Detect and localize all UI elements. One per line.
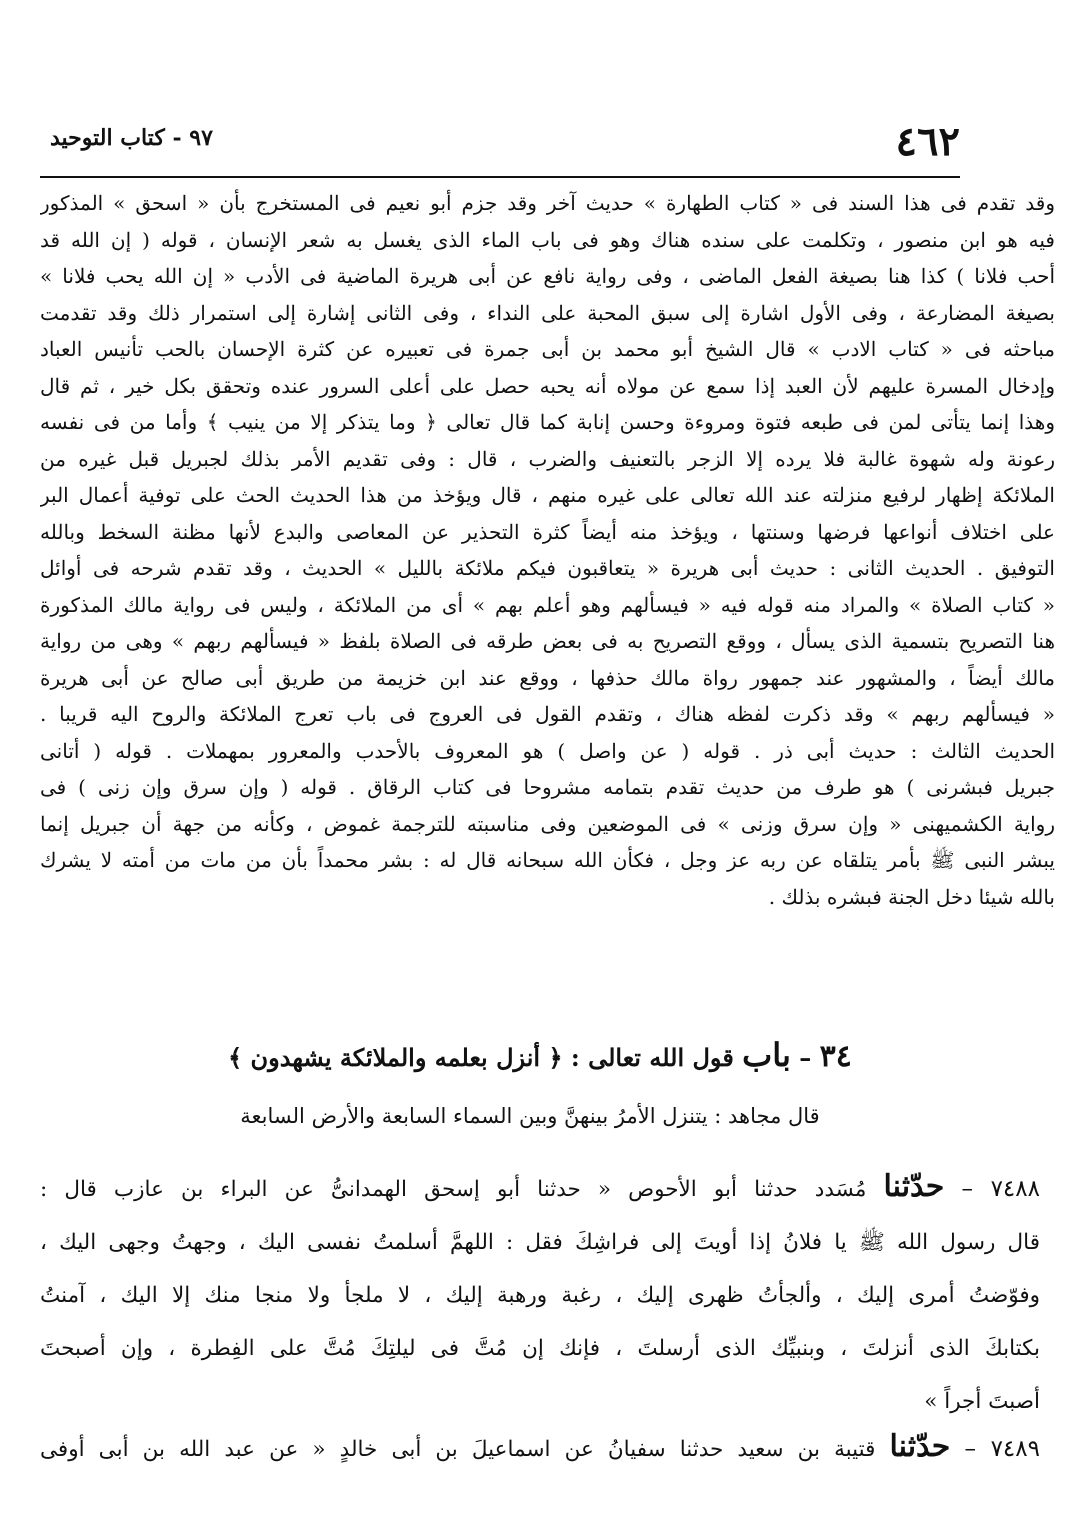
hadith-line: قال رسول الله ﷺ يا فلانُ إذا أويتَ إلى فراشِكَ فقل : اللهمَّ أسلمتُ نفسى اليك ، وجهتُ وجهى اليك ، <box>40 1230 1040 1255</box>
commentary-line: هنا التصريح بتسمية الذى يسأل ، ووقع التصريح به فى بعض طرقه فى الصلاة بلفظ « فيسألهم ربهم » وهى من رواية <box>40 629 1055 653</box>
commentary-line: رعونة وله شهوة غالبة فلا يرده إلا الزجر بالتعنيف والضرب ، قال : وفى تقديم الأمر بذلك لجبريل قبل غيره من <box>40 446 1055 471</box>
commentary-line: بالله شيئا دخل الجنة فبشره بذلك . <box>768 884 1055 909</box>
chapter-heading: ٣٤ – باب قول الله تعالى : ﴿ أنزل بعلمه والملائكة يشهدون ﴾ <box>228 1036 852 1074</box>
hadith-line: وفوّضتُ أمرى إليك ، وألجأتُ ظهرى إليك ، رغبة ورهبة إليك ، لا ملجأ ولا منجا منك إلا اليك ، آمنتُ <box>40 1283 1040 1308</box>
commentary-line: الملائكة إظهار لرفيع منزلته عند الله تعالى على غيره منهم ، قال ويؤخذ من هذا الحديث الحث على توفية أعمال البر <box>40 483 1055 507</box>
mujahid-note: قال مجاهد : يتنزل الأمرُ بينهنَّ وبين السماء السابعة والأرض السابعة <box>240 1104 820 1128</box>
commentary-block <box>40 185 1055 915</box>
commentary-line: التوفيق . الحديث الثانى : حديث أبى هريرة « يتعاقبون فيكم ملائكة بالليل » الحديث ، وقد تقدم شرحه فى أوائل <box>40 556 1055 580</box>
hadith-text: قتيبة بن سعيد حدثنا سفيانُ عن اسماعيلَ بن أبى خالدٍ « عن عبد الله بن أبى أوفى <box>40 1437 876 1462</box>
commentary-line: جبريل فبشرنى ) هو طرف من حديث تقدم بتمامه مشروحا فى كتاب الرقاق . قوله ( وإن سرق وإن زنى ) فى <box>40 775 1055 799</box>
haddathana-word: حدّثنا <box>889 1429 951 1464</box>
commentary-line: وهذا إنما يتأتى لمن فى طبعه فتوة ومروءة وحسن إنابة كما قال تعالى ﴿ وما يتذكر إلا من ينيب ﴾ وأما من فى نفسه <box>40 410 1055 434</box>
chapter-title: قول الله تعالى : ﴿ أنزل بعلمه والملائكة يشهدون ﴾ <box>228 1043 734 1072</box>
hadith-number: ٧٤٨٨ – <box>961 1176 1040 1202</box>
commentary-line: « كتاب الصلاة » والمراد منه قوله فيه « فيسألهم وهو أعلم بهم » أى من الملائكة ، وليس فى رواية مالك المذكورة <box>40 592 1055 617</box>
hadith-block <box>40 1160 1040 1428</box>
hadith-line <box>40 1420 1040 1476</box>
chapter-word: باب <box>742 1036 791 1074</box>
commentary-line: وإدخال المسرة عليهم لأن العبد إذا سمع عن مولاه أنه يحبه حصل على أعلى السرور عنده وتحقق بكل خير ، ثم قال <box>40 373 1055 398</box>
hadith-line: أصبتَ أجراً » <box>924 1389 1040 1414</box>
commentary-line: فيه هو ابن منصور ، وتكلمت على سنده هناك وهو فى باب الماء الذى يغسل به شعر الإنسان ، قوله ( إن الله قد <box>40 227 1055 252</box>
commentary-line: وقد تقدم فى هذا السند فى « كتاب الطهارة » حديث آخر وقد جزم أبو نعيم فى المستخرج بأن « اسحق » المذكور <box>40 191 1055 215</box>
chapter-number: ٣٤ <box>819 1039 852 1074</box>
commentary-line: « فيسألهم ربهم » وقد ذكرت لفظه هناك ، وتقدم القول فى العروج فى باب تعرج الملائكة والروح اليه قريبا . <box>40 702 1055 726</box>
commentary-line: بصيغة المضارعة ، وفى الأول اشارة إلى سبق المحبة على النداء ، وفى الثانى إشارة إلى استمرار ذلك وقد تقدمت <box>40 300 1055 325</box>
header-divider <box>40 176 960 178</box>
commentary-line: مباحثه فى « كتاب الادب » قال الشيخ أبو محمد بن أبى جمرة فى تعبيره عن كثرة الإحسان بالحب تأنيس العباد <box>40 337 1055 361</box>
running-title: ٩٧ - كتاب التوحيد <box>50 125 213 151</box>
commentary-line: على اختلاف أنواعها فرضها وسنتها ، ويؤخذ منه أيضاً كثرة التحذير عن المعاصى والبدع لأنها مظنة السخط وبالله <box>40 519 1055 544</box>
commentary-line: مالك أيضاً ، والمشهور عند جمهور رواة مالك حذفها ، ووقع عند ابن خزيمة من طريق أبى صالح عن أبى هريرة <box>40 665 1055 690</box>
commentary-line: رواية الكشميهنى « وإن سرق وزنى » فى الموضعين وفى مناسبته للترجمة غموض ، وكأنه من جهة أن جبريل إنما <box>40 811 1055 836</box>
hadith-block <box>40 1420 1040 1476</box>
commentary-line: أحب فلانا ) كذا هنا بصيغة الفعل الماضى ، وفى رواية نافع عن أبى هريرة الماضية فى الأدب « إن الله يحب فلانا » <box>40 264 1055 288</box>
commentary-line: يبشر النبى ﷺ بأمر يتلقاه عن ربه عز وجل ، فكأن الله سبحانه قال له : بشر محمداً بأن من مات من أمته لا يشرك <box>40 848 1055 872</box>
page-header <box>40 118 960 165</box>
hadith-line <box>40 1160 1040 1216</box>
page-number: ٤٦٢ <box>895 118 960 165</box>
haddathana-word: حدّثنا <box>883 1169 945 1204</box>
hadith-line: بكتابكَ الذى أنزلتَ ، وبنبيِّك الذى أرسلتَ ، فإنك إن مُتَّ فى ليلتِكَ مُتَّ على الفِطرة ، وإن أصبحتَ <box>40 1336 1040 1361</box>
commentary-line: الحديث الثالث : حديث أبى ذر . قوله ( عن واصل ) هو المعروف بالأحدب والمعرور بمهملات . قوله ( أتانى <box>40 738 1055 763</box>
hadith-text: مُسَدد حدثنا أبو الأحوص « حدثنا أبو إسحق الهمدانىُّ عن البراء بن عازب قال : <box>40 1177 867 1202</box>
hadith-number: ٧٤٨٩ – <box>964 1436 1040 1462</box>
